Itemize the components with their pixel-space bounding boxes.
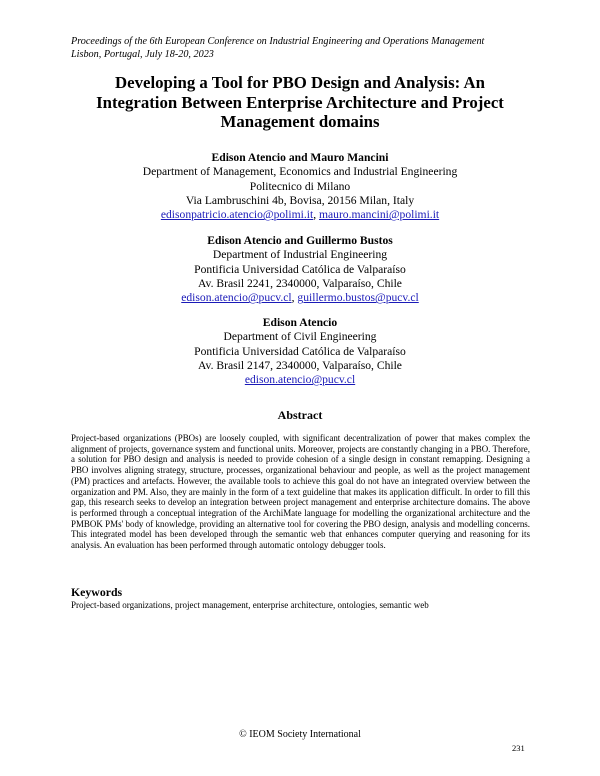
author-institution: Pontificia Universidad Católica de Valparaíso bbox=[194, 344, 406, 358]
author-emails bbox=[0, 373, 600, 387]
author-department: Department of Management, Economics and Industrial Engineering bbox=[142, 165, 458, 179]
author-names: Edison Atencio and Guillermo Bustos bbox=[207, 234, 393, 247]
author-emails bbox=[0, 291, 600, 305]
author-address: Via Lambruschini 4b, Bovisa, 20156 Milan, Italy bbox=[185, 193, 415, 207]
keywords-text: Project-based organizations, project management, enterprise architecture, ontologies, semantic web bbox=[71, 600, 429, 610]
abstract-text: Project-based organizations (PBOs) are loosely coupled, with significant decentralization of power that makes complex the alignment of projects, governance system and functional units. Moreover, projects are constantly changing in a PBO. Therefore, a solution for PBO design and analysis is needed to provide cohesion of a single design in constant remapping. Designing a PBO involves aligning strategy, structure, processes, organizational behaviour and people, as well as the project management (PM) practices and artefacts. However, the available tools to achieve this goal do not have an integrated overview between the organization and PM. Also, they are mainly in the form of a text guideline that makes its application difficult. In order to fill this gap, this research seeks to develop an integration between project management and enterprise architecture domains. The above is performed through a conceptual integration of the ArchiMate language for modelling the organizational architecture and the PMBOK PMs' body of knowledge, providing an alternative tool for covering the PBO design, analysis and modelling concerns. This integrated model has been developed through the semantic web that enhances computer querying and reasoning for its analysis. An evaluation has been performed through automatic ontology debugger tools. bbox=[71, 433, 530, 551]
author-block-2 bbox=[0, 234, 600, 305]
author-names: Edison Atencio and Mauro Mancini bbox=[211, 151, 389, 164]
author-institution: Politecnico di Milano bbox=[249, 179, 351, 193]
email-link[interactable]: mauro.mancini@polimi.it bbox=[318, 208, 440, 222]
keywords-heading: Keywords bbox=[71, 585, 123, 599]
email-separator: , bbox=[291, 291, 298, 305]
running-header bbox=[71, 36, 531, 61]
author-emails bbox=[0, 208, 600, 222]
author-block-3 bbox=[0, 316, 600, 387]
author-address: Av. Brasil 2241, 2340000, Valparaíso, Chile bbox=[198, 276, 402, 290]
email-separator: , bbox=[313, 208, 319, 222]
title-line-3: Management domains bbox=[220, 112, 380, 131]
copyright-footer: © IEOM Society International bbox=[239, 729, 361, 740]
title-line-1: Developing a Tool for PBO Design and Analysis: An bbox=[115, 73, 485, 92]
paper-title bbox=[40, 73, 560, 132]
author-institution: Pontificia Universidad Católica de Valparaíso bbox=[194, 262, 406, 276]
email-link[interactable]: edison.atencio@pucv.cl bbox=[181, 291, 292, 305]
author-block-1 bbox=[0, 151, 600, 222]
email-link[interactable]: guillermo.bustos@pucv.cl bbox=[297, 291, 419, 305]
header-line-2: Lisbon, Portugal, July 18-20, 2023 bbox=[71, 48, 214, 60]
abstract-heading: Abstract bbox=[277, 408, 323, 422]
email-link[interactable]: edisonpatricio.atencio@polimi.it bbox=[160, 208, 314, 222]
title-line-2: Integration Between Enterprise Architecture and Project bbox=[96, 92, 504, 112]
author-department: Department of Civil Engineering bbox=[223, 330, 377, 344]
author-address: Av. Brasil 2147, 2340000, Valparaíso, Chile bbox=[198, 358, 402, 372]
author-names: Edison Atencio bbox=[262, 316, 338, 329]
header-line-1: Proceedings of the 6th European Conference on Industrial Engineering and Operations Management bbox=[71, 36, 485, 47]
author-department: Department of Industrial Engineering bbox=[212, 248, 388, 262]
email-link[interactable]: edison.atencio@pucv.cl bbox=[244, 373, 356, 387]
page-number: 231 bbox=[512, 743, 525, 753]
